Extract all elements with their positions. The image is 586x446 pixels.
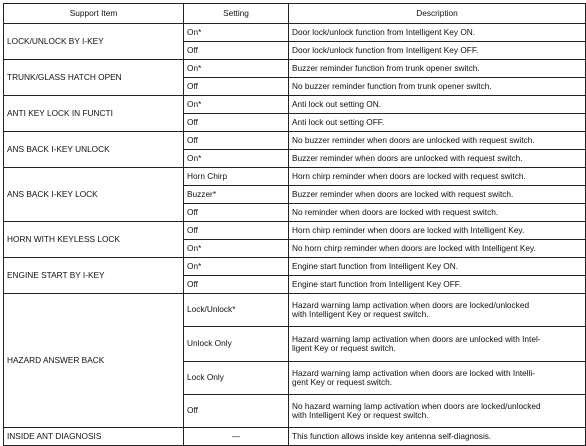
setting-description: No buzzer reminder function from trunk opener switch. (289, 78, 586, 96)
support-item-label: LOCK/UNLOCK BY I-KEY (4, 24, 184, 60)
row-group-inside-ant-diagnosis (4, 428, 586, 446)
row-group-ans-back-i-key-lock (4, 168, 586, 222)
table-row (4, 96, 586, 114)
header-setting: Setting (184, 4, 289, 24)
setting-value: — (184, 428, 289, 446)
row-group-trunk-glass-hatch-open (4, 60, 586, 96)
setting-value: Lock Only (184, 362, 289, 395)
table-row (4, 60, 586, 78)
setting-description: Anti lock out setting OFF. (289, 114, 586, 132)
setting-value: On* (184, 60, 289, 78)
setting-description: Anti lock out setting ON. (289, 96, 586, 114)
setting-description: This function allows inside key antenna self-diagnosis. (289, 428, 586, 446)
setting-value: Buzzer* (184, 186, 289, 204)
setting-description: No reminder when doors are locked with request switch. (289, 204, 586, 222)
setting-value: Horn Chirp (184, 168, 289, 186)
setting-value: On* (184, 96, 289, 114)
setting-value: Off (184, 222, 289, 240)
support-item-label: INSIDE ANT DIAGNOSIS (4, 428, 184, 446)
row-group-anti-key-lock-in-functi (4, 96, 586, 132)
support-item-label: HORN WITH KEYLESS LOCK (4, 222, 184, 258)
setting-description: Buzzer reminder function from trunk opener switch. (289, 60, 586, 78)
row-group-hazard-answer-back (4, 294, 586, 428)
setting-value: On* (184, 24, 289, 42)
setting-value: Unlock Only (184, 327, 289, 362)
setting-description: Horn chirp reminder when doors are locked with Intelligent Key. (289, 222, 586, 240)
setting-value: On* (184, 150, 289, 168)
setting-description: Engine start function from Intelligent Key ON. (289, 258, 586, 276)
setting-description: Door lock/unlock function from Intelligent Key ON. (289, 24, 586, 42)
setting-description: No hazard warning lamp activation when doors are locked/unlocked with Intelligent Key or request switch. (289, 395, 586, 428)
row-group-lock-unlock-by-i-key (4, 24, 586, 60)
support-item-label: ANS BACK I-KEY LOCK (4, 168, 184, 222)
table-row (4, 222, 586, 240)
table-row (4, 24, 586, 42)
setting-value: Off (184, 132, 289, 150)
table-row (4, 168, 586, 186)
table-header (4, 4, 586, 24)
setting-value: Off (184, 204, 289, 222)
support-item-label: HAZARD ANSWER BACK (4, 294, 184, 428)
header-description: Description (289, 4, 586, 24)
setting-description: Hazard warning lamp activation when doors are unlocked with Intel- ligent Key or request switch. (289, 327, 586, 362)
setting-description: Engine start function from Intelligent Key OFF. (289, 276, 586, 294)
setting-description: Buzzer reminder when doors are locked with request switch. (289, 186, 586, 204)
table-row (4, 258, 586, 276)
table-row (4, 428, 586, 446)
setting-description: Horn chirp reminder when doors are locked with request switch. (289, 168, 586, 186)
table-row (4, 294, 586, 327)
setting-value: Off (184, 114, 289, 132)
support-item-label: TRUNK/GLASS HATCH OPEN (4, 60, 184, 96)
setting-value: Off (184, 395, 289, 428)
support-item-table (3, 3, 586, 446)
setting-value: On* (184, 258, 289, 276)
support-item-label: ENGINE START BY I-KEY (4, 258, 184, 294)
setting-description: Door lock/unlock function from Intelligent Key OFF. (289, 42, 586, 60)
setting-description: Buzzer reminder when doors are unlocked with request switch. (289, 150, 586, 168)
header-support-item: Support Item (4, 4, 184, 24)
row-group-horn-with-keyless-lock (4, 222, 586, 258)
setting-value: On* (184, 240, 289, 258)
table-row (4, 132, 586, 150)
setting-value: Lock/Unlock* (184, 294, 289, 327)
setting-description: Hazard warning lamp activation when doors are locked with Intelli- gent Key or request switch. (289, 362, 586, 395)
row-group-engine-start-by-i-key (4, 258, 586, 294)
setting-value: Off (184, 276, 289, 294)
row-group-ans-back-i-key-unlock (4, 132, 586, 168)
support-item-label: ANS BACK I-KEY UNLOCK (4, 132, 184, 168)
setting-value: Off (184, 78, 289, 96)
support-item-label: ANTI KEY LOCK IN FUNCTI (4, 96, 184, 132)
setting-description: No buzzer reminder when doors are unlocked with request switch. (289, 132, 586, 150)
setting-description: Hazard warning lamp activation when doors are locked/unlocked with Intelligent Key or request switch. (289, 294, 586, 327)
setting-value: Off (184, 42, 289, 60)
setting-description: No horn chirp reminder when doors are locked with Intelligent Key. (289, 240, 586, 258)
